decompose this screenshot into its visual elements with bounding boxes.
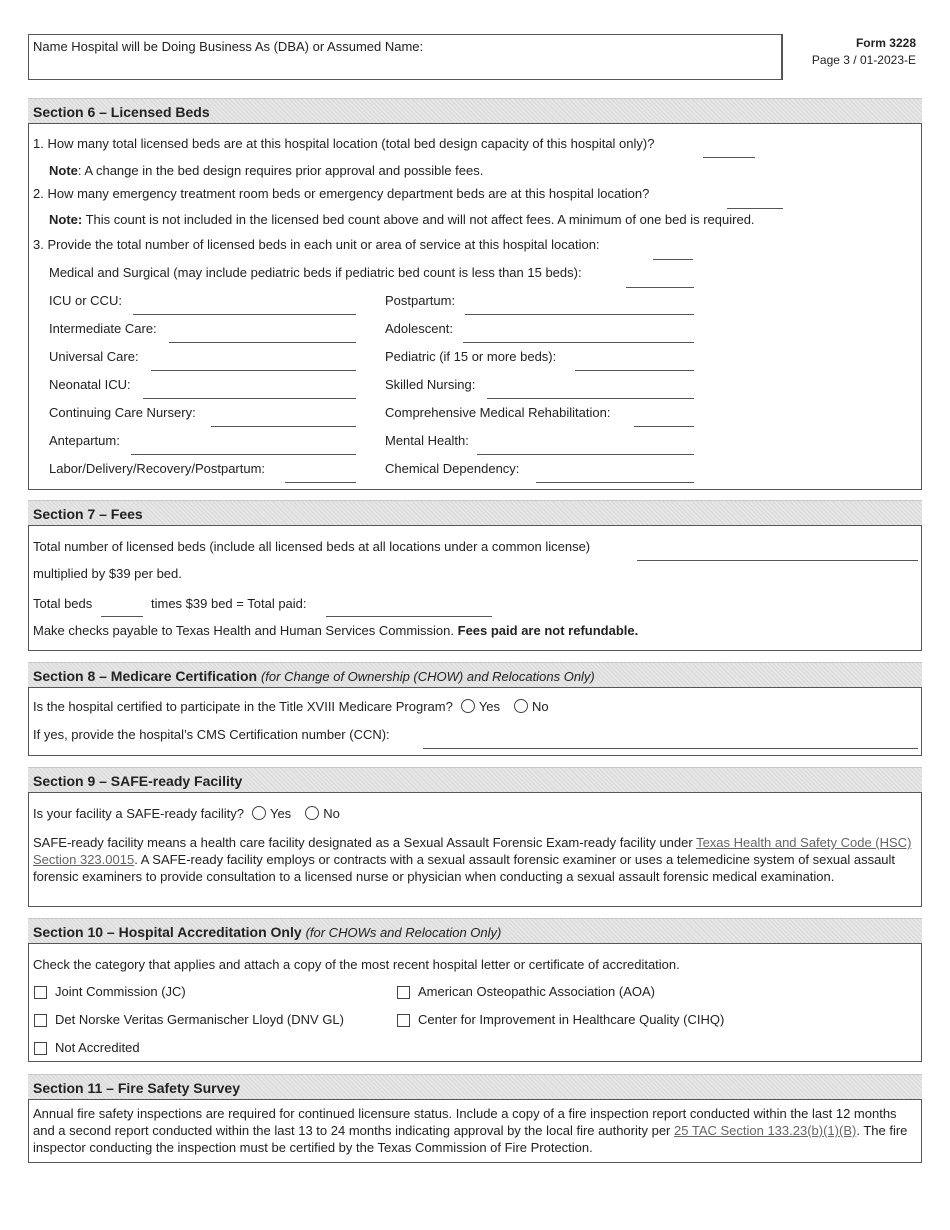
section8-header [28, 662, 922, 688]
no-label: No [323, 806, 340, 821]
dba-label: Name Hospital will be Doing Business As (DBA) or Assumed Name: [33, 39, 424, 54]
unit-label: Antepartum: [49, 433, 120, 448]
payable-text: Make checks payable to Texas Health and Human Services Commission. Fees paid are not refundable. [33, 623, 639, 638]
hsc-link[interactable]: Texas Health and Safety Code (HSC) Section 323.0015 [33, 835, 912, 867]
postpartum-input[interactable] [465, 314, 694, 315]
accreditation-instruction: Check the category that applies and attach a copy of the most recent hospital letter or certificate of accreditation. [33, 957, 680, 972]
intermediate-input[interactable] [169, 342, 356, 343]
q2-text: 2. How many emergency treatment room beds or emergency department beds are at this hospital location? [33, 186, 650, 201]
section9-title: Section 9 – SAFE-ready Facility [33, 773, 243, 789]
total-paid-input[interactable] [326, 616, 492, 617]
section6-header [28, 98, 922, 124]
antepartum-input[interactable] [131, 454, 356, 455]
unit-label: Intermediate Care: [49, 321, 157, 336]
no-label: No [532, 699, 549, 714]
section8-title: Section 8 – Medicare Certification (for Change of Ownership (CHOW) and Relocations Only) [33, 668, 595, 684]
unit-label: Labor/Delivery/Recovery/Postpartum: [49, 461, 266, 476]
times-label: times $39 bed = Total paid: [151, 596, 307, 611]
total-beds-label: Total beds [33, 596, 93, 611]
not-accredited-checkbox[interactable] [34, 1042, 47, 1055]
medsurg-label: Medical and Surgical (may include pediatric beds if pediatric bed count is less than 15 beds): [49, 265, 582, 280]
section6-title: Section 6 – Licensed Beds [33, 104, 210, 120]
pediatric-input[interactable] [575, 370, 694, 371]
unit-label: Adolescent: [385, 321, 453, 336]
unit-label: Skilled Nursing: [385, 377, 476, 392]
mental-health-input[interactable] [477, 454, 694, 455]
safe-no-radio[interactable] [305, 806, 319, 820]
rehab-input[interactable] [634, 426, 694, 427]
medicare-no-radio[interactable] [514, 699, 528, 713]
q3-text: 3. Provide the total number of licensed beds in each unit or area of service at this hospital location: [33, 237, 600, 252]
yes-label: Yes [269, 806, 292, 821]
unit-label: Mental Health: [385, 433, 469, 448]
unit-label: Comprehensive Medical Rehabilitation: [385, 405, 611, 420]
q1-input[interactable] [703, 157, 755, 158]
ldrp-input[interactable] [285, 482, 356, 483]
unit-label: Postpartum: [385, 293, 456, 308]
total-beds-input[interactable] [101, 616, 143, 617]
medicare-question: Is the hospital certified to participate in the Title XVIII Medicare Program? Yes No [33, 699, 549, 714]
section7-title: Section 7 – Fees [33, 506, 143, 522]
section11-header [28, 1074, 922, 1100]
accreditation-option: American Osteopathic Association (AOA) [418, 984, 655, 999]
fees-line1: Total number of licensed beds (include all licensed beds at all locations under a common license) [33, 539, 591, 554]
unit-label: Continuing Care Nursery: [49, 405, 196, 420]
q2-note: Note: This count is not included in the licensed bed count above and will not affect fees. A minimum of one bed is required. [49, 212, 755, 227]
section9-body [28, 793, 922, 907]
form-number: Form 3228 [855, 36, 916, 50]
q1-text: 1. How many total licensed beds are at this hospital location (total bed design capacity of this hospital only)? [33, 136, 655, 151]
cihq-checkbox[interactable] [397, 1014, 410, 1027]
yes-label: Yes [478, 699, 501, 714]
neonatal-input[interactable] [143, 398, 356, 399]
accreditation-option: Center for Improvement in Healthcare Quality (CIHQ) [418, 1012, 725, 1027]
section8-body [28, 688, 922, 756]
aoa-checkbox[interactable] [397, 986, 410, 999]
unit-label: Neonatal ICU: [49, 377, 131, 392]
accreditation-option: Det Norske Veritas Germanischer Lloyd (DNV GL) [55, 1012, 344, 1027]
q1-note: Note: A change in the bed design requires prior approval and possible fees. [49, 163, 484, 178]
unit-label: Pediatric (if 15 or more beds): [385, 349, 557, 364]
section10-title: Section 10 – Hospital Accreditation Only (for CHOWs and Relocation Only) [33, 924, 502, 940]
jc-checkbox[interactable] [34, 986, 47, 999]
q3-input[interactable] [653, 259, 693, 260]
dnvgl-checkbox[interactable] [34, 1014, 47, 1027]
dba-field[interactable] [28, 34, 783, 80]
section9-header [28, 767, 922, 793]
medsurg-input[interactable] [626, 287, 694, 288]
unit-label: Universal Care: [49, 349, 139, 364]
fire-safety-description: Annual fire safety inspections are required for continued licensure status. Include a copy of a fire inspection report conducted within the last 12 months and a second report conducted within the last 13 to 24 months indicating approval by the local fire authority per 25 TAC Section 133.23(b)(1)(B). The fire inspector conducting the inspection must be certified by the Texas Commission of Fire Protection. [33, 1106, 908, 1155]
safe-description: SAFE-ready facility means a health care facility designated as a Sexual Assault Forensic Exam-ready facility under Texas Health and Safety Code (HSC) Section 323.0015. A SAFE-ready facility employs or contracts with a sexual assault forensic examiner or uses a telemedicine system of sexual assault forensic examiners to provide consultation to a licensed nurse or physician when conducting a sexual assault forensic medical examination. [33, 835, 912, 884]
nursery-input[interactable] [211, 426, 356, 427]
section11-body [28, 1100, 922, 1163]
section7-header [28, 500, 922, 526]
icu-input[interactable] [133, 314, 356, 315]
medicare-yes-radio[interactable] [461, 699, 475, 713]
accreditation-option: Not Accredited [55, 1040, 140, 1055]
ccn-input[interactable] [423, 748, 918, 749]
section7-body [28, 526, 922, 651]
section6-body [28, 124, 922, 490]
safe-question: Is your facility a SAFE-ready facility? Yes No [33, 806, 340, 821]
total-licensed-beds-input[interactable] [637, 560, 918, 561]
fees-line2: multiplied by $39 per bed. [33, 566, 182, 581]
unit-label: ICU or CCU: [49, 293, 122, 308]
tac-link[interactable]: 25 TAC Section 133.23(b)(1)(B) [674, 1123, 857, 1138]
chemical-dependency-input[interactable] [536, 482, 694, 483]
accreditation-option: Joint Commission (JC) [55, 984, 186, 999]
safe-yes-radio[interactable] [252, 806, 266, 820]
adolescent-input[interactable] [463, 342, 694, 343]
page-number: Page 3 / 01-2023-E [811, 53, 916, 67]
section10-header [28, 918, 922, 944]
unit-label: Chemical Dependency: [385, 461, 520, 476]
universal-input[interactable] [151, 370, 356, 371]
section10-body [28, 944, 922, 1062]
section11-title: Section 11 – Fire Safety Survey [33, 1080, 240, 1096]
q2-input[interactable] [727, 208, 783, 209]
skilled-nursing-input[interactable] [487, 398, 694, 399]
ccn-label: If yes, provide the hospital’s CMS Certification number (CCN): [33, 727, 390, 742]
